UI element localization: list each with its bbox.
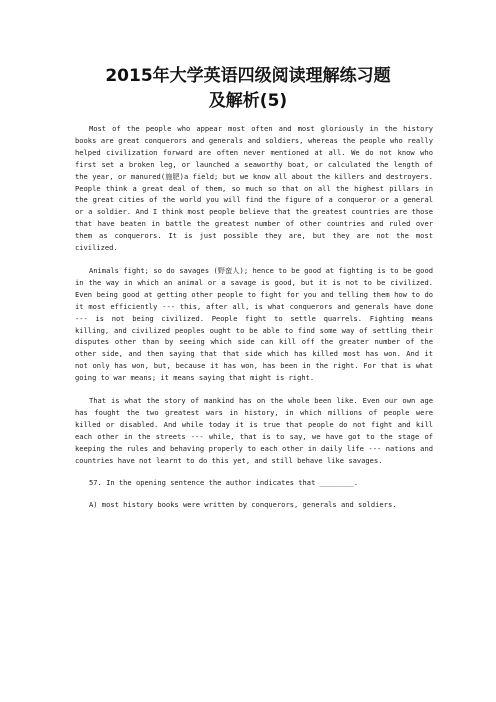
option-a: A) most history books were written by conquerors, generals and soldiers. bbox=[89, 500, 397, 510]
document-title: 2015年大学英语四级阅读理解练习题 bbox=[105, 66, 391, 86]
document-subtitle: 及解析(5) bbox=[208, 91, 288, 111]
document-body bbox=[75, 123, 433, 511]
question-57: 57. In the opening sentence the author indicates that ________. bbox=[89, 478, 359, 488]
paragraph-2: Animals fight; so do savages (野蛮人); hence to be good at fighting is to be good in the way in which an animal or a savage is good, but it is not to be civilized. Even being good at getting other people to fight for you and telling them how to do it most efficiently --- this, after all, is what conquerors and generals have done --- is not being civilized. People fight to settle quarrels. Fighting means killing, and civilized peoples ought to be able to find some way of settling their disputes other than by seeing which side can kill off the greater number of the other side, and then saying that that side which has killed most has won. And it not only has won, but, because it has won, has been in the right. For that is what going to war means; it means saying that might is right. bbox=[75, 265, 433, 383]
paragraph-1: Most of the people who appear most often and most gloriously in the history books are great conquerors and generals and soldiers, whereas the people who really helped civilization forward are often never mentioned at all. We do not know who first set a broken leg, or launched a seaworthy boat, or calculated the length of the year, or manured(施肥)a field; but we know all about the killers and destroyers. People think a great deal of them, so much so that on all the highest pillars in the great cities of the world you will find the figure of a conqueror or a general or a soldier. And I think most people believe that the greatest countries are those that have beaten in battle the greatest number of other countries and ruled over them as conquerors. It is just possible they are, but they are not the most civilized. bbox=[75, 124, 433, 253]
paragraph-3: That is what the story of mankind has on the whole been like. Even our own age has fought the two greatest wars in history, in which millions of people were killed or disabled. And while today it is true that people do not fight and kill each other in the streets --- while, that is to say, we have got to the stage of keeping the rules and behaving properly to each other in daily life --- nations and countries have not learnt to do this yet, and still behave like savages. bbox=[75, 396, 433, 465]
